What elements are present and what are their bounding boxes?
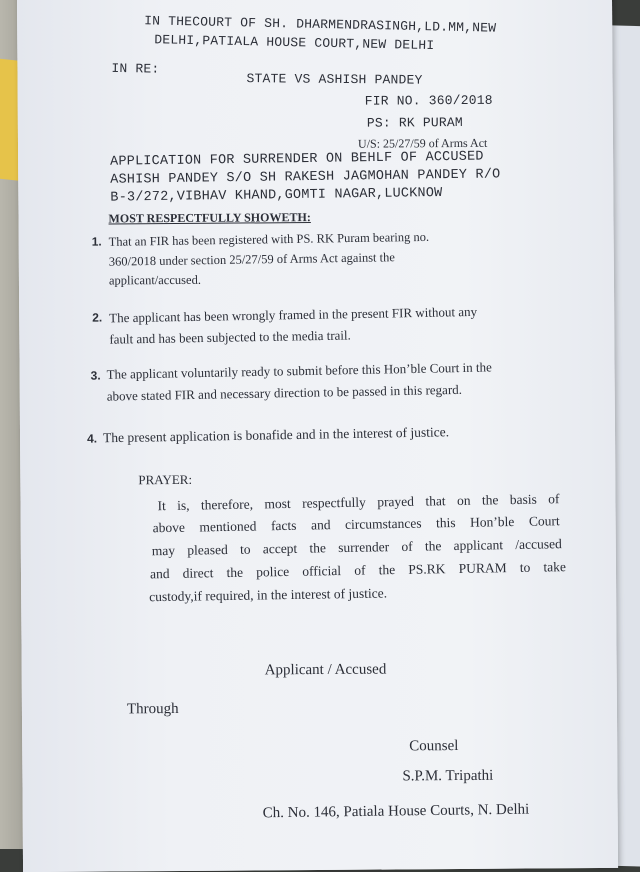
point-2-line-1: The applicant has been wrongly framed in the present FIR without any bbox=[109, 303, 478, 326]
application-line-1: APPLICATION FOR SURRENDER ON BEHLF OF ACCUSED bbox=[110, 149, 484, 170]
point-4-line-1: The present application is bonafide and in the interest of justice. bbox=[102, 424, 450, 446]
point-2-line-2: fault and has been subjected to the media trail. bbox=[109, 327, 351, 347]
point-1-line-2: 360/2018 under section 25/27/59 of Arms Act against the bbox=[108, 250, 395, 269]
point-2-number: 2. bbox=[92, 310, 103, 325]
case-title: STATE VS ASHISH PANDEY bbox=[246, 71, 423, 88]
point-1-line-1: That an FIR has been registered with PS. RK Puram bearing no. bbox=[108, 229, 430, 249]
fir-number: FIR NO. 360/2018 bbox=[364, 92, 493, 109]
prayer-line-2: above mentioned facts and circumstances this Hon’ble Court bbox=[152, 513, 560, 536]
prayer-line-5: custody,if required, in the interest of justice. bbox=[149, 585, 388, 605]
point-3-number: 3. bbox=[90, 368, 101, 383]
application-line-2: ASHISH PANDEY S/O SH RAKESH JAGMOHAN PANDEY R/O bbox=[110, 167, 501, 188]
point-3-line-2: above stated FIR and necessary direction to be passed in this regard. bbox=[106, 381, 463, 404]
court-line-2: DELHI,PATIALA HOUSE COURT,NEW DELHI bbox=[154, 32, 435, 54]
counsel-label: Counsel bbox=[409, 738, 459, 755]
prayer-line-3: may pleased to accept the surrender of the applicant /accused bbox=[151, 536, 562, 559]
through-label: Through bbox=[126, 700, 179, 718]
sections: U/S: 25/27/59 of Arms Act bbox=[357, 135, 488, 151]
point-1-line-3: applicant/accused. bbox=[108, 272, 201, 288]
point-1-number: 1. bbox=[91, 234, 102, 249]
prayer-heading: PRAYER: bbox=[138, 471, 193, 488]
chamber-address: Ch. No. 146, Patiala House Courts, N. Delhi bbox=[262, 801, 530, 822]
in-re-label: IN RE: bbox=[111, 60, 160, 77]
prayer-line-4: and direct the police official of the PS.RK PURAM to take bbox=[149, 559, 567, 582]
police-station: PS: RK PURAM bbox=[366, 114, 463, 131]
counsel-name: S.P.M. Tripathi bbox=[402, 767, 494, 785]
application-line-3: B-3/272,VIBHAV KHAND,GOMTI NAGAR,LUCKNOW bbox=[110, 185, 443, 206]
applicant-accused-label: Applicant / Accused bbox=[264, 661, 387, 679]
court-line-1: IN THECOURT OF SH. DHARMENDRASINGH,LD.MM,NEW bbox=[144, 13, 497, 36]
showeth-heading: MOST RESPECTFULLY SHOWETH: bbox=[108, 210, 311, 226]
point-3-line-1: The applicant voluntarily ready to submit before this Hon’ble Court in the bbox=[106, 359, 492, 382]
prayer-line-1: It is, therefore, most respectfully prayed that on the basis of bbox=[157, 491, 560, 514]
point-4-number: 4. bbox=[87, 431, 98, 446]
court-application-document bbox=[17, 0, 618, 872]
